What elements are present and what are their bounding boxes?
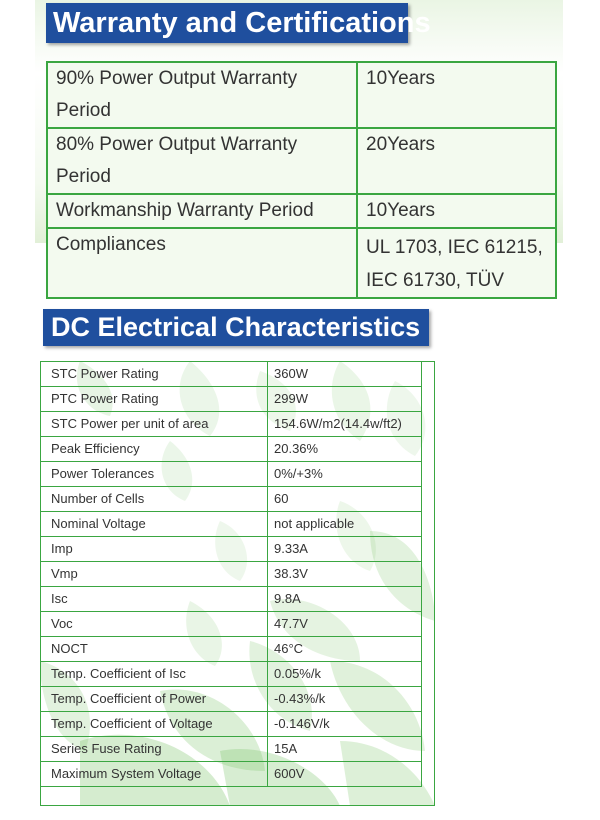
row-label: Peak Efficiency (41, 437, 268, 462)
compliances-line-1: UL 1703, IEC 61215, (366, 237, 543, 258)
row-label: Temp. Coefficient of Power (41, 687, 268, 712)
row-value: 15A (268, 737, 422, 762)
row-label: Temp. Coefficient of Voltage (41, 712, 268, 737)
table-row (41, 462, 422, 487)
table-row (41, 687, 422, 712)
row-label: Power Tolerances (41, 462, 268, 487)
table-row (41, 387, 422, 412)
warranty-table (46, 61, 557, 299)
compliances-label: Compliances (47, 228, 357, 298)
row-value: -0.146V/k (268, 712, 422, 737)
table-row (41, 737, 422, 762)
row-label: Vmp (41, 562, 268, 587)
row-value: 9.33A (268, 537, 422, 562)
dc-table (40, 361, 422, 787)
compliances-value (357, 228, 556, 298)
row-value: 0%/+3% (268, 462, 422, 487)
row-label: Temp. Coefficient of Isc (41, 662, 268, 687)
row-value: 20.36% (268, 437, 422, 462)
table-row (47, 128, 556, 194)
table-row (41, 412, 422, 437)
table-row (41, 612, 422, 637)
dc-title: DC Electrical Characteristics (43, 309, 429, 346)
table-row (41, 362, 422, 387)
row-label: Series Fuse Rating (41, 737, 268, 762)
row-value: 38.3V (268, 562, 422, 587)
table-row (47, 62, 556, 128)
row-value: 10Years (357, 62, 556, 128)
row-value: 600V (268, 762, 422, 787)
row-value: 10Years (357, 194, 556, 228)
row-value: 47.7V (268, 612, 422, 637)
row-value: 360W (268, 362, 422, 387)
warranty-title: Warranty and Certifications (46, 3, 408, 43)
row-value: -0.43%/k (268, 687, 422, 712)
table-row (47, 194, 556, 228)
table-row (41, 537, 422, 562)
table-row (41, 562, 422, 587)
table-row (47, 228, 556, 298)
row-value: 0.05%/k (268, 662, 422, 687)
table-row (41, 662, 422, 687)
row-value: 299W (268, 387, 422, 412)
table-row (41, 762, 422, 787)
table-row (41, 512, 422, 537)
row-label: Imp (41, 537, 268, 562)
row-label: Maximum System Voltage (41, 762, 268, 787)
row-label: Workmanship Warranty Period (47, 194, 357, 228)
compliances-line-2: IEC 61730, TÜV (366, 270, 505, 291)
table-row (41, 487, 422, 512)
row-label: Voc (41, 612, 268, 637)
row-label: 90% Power Output Warranty Period (47, 62, 357, 128)
row-label: Isc (41, 587, 268, 612)
row-label: Number of Cells (41, 487, 268, 512)
table-row (41, 587, 422, 612)
row-label: STC Power Rating (41, 362, 268, 387)
dc-table-panel (40, 361, 435, 806)
row-label: Nominal Voltage (41, 512, 268, 537)
table-row (41, 637, 422, 662)
row-value: 60 (268, 487, 422, 512)
table-row (41, 712, 422, 737)
row-value: 9.8A (268, 587, 422, 612)
row-label: NOCT (41, 637, 268, 662)
table-row (41, 437, 422, 462)
row-label: PTC Power Rating (41, 387, 268, 412)
row-label: 80% Power Output Warranty Period (47, 128, 357, 194)
row-label: STC Power per unit of area (41, 412, 268, 437)
row-value: 154.6W/m2(14.4w/ft2) (268, 412, 422, 437)
row-value: 46°C (268, 637, 422, 662)
row-value: not applicable (268, 512, 422, 537)
row-value: 20Years (357, 128, 556, 194)
